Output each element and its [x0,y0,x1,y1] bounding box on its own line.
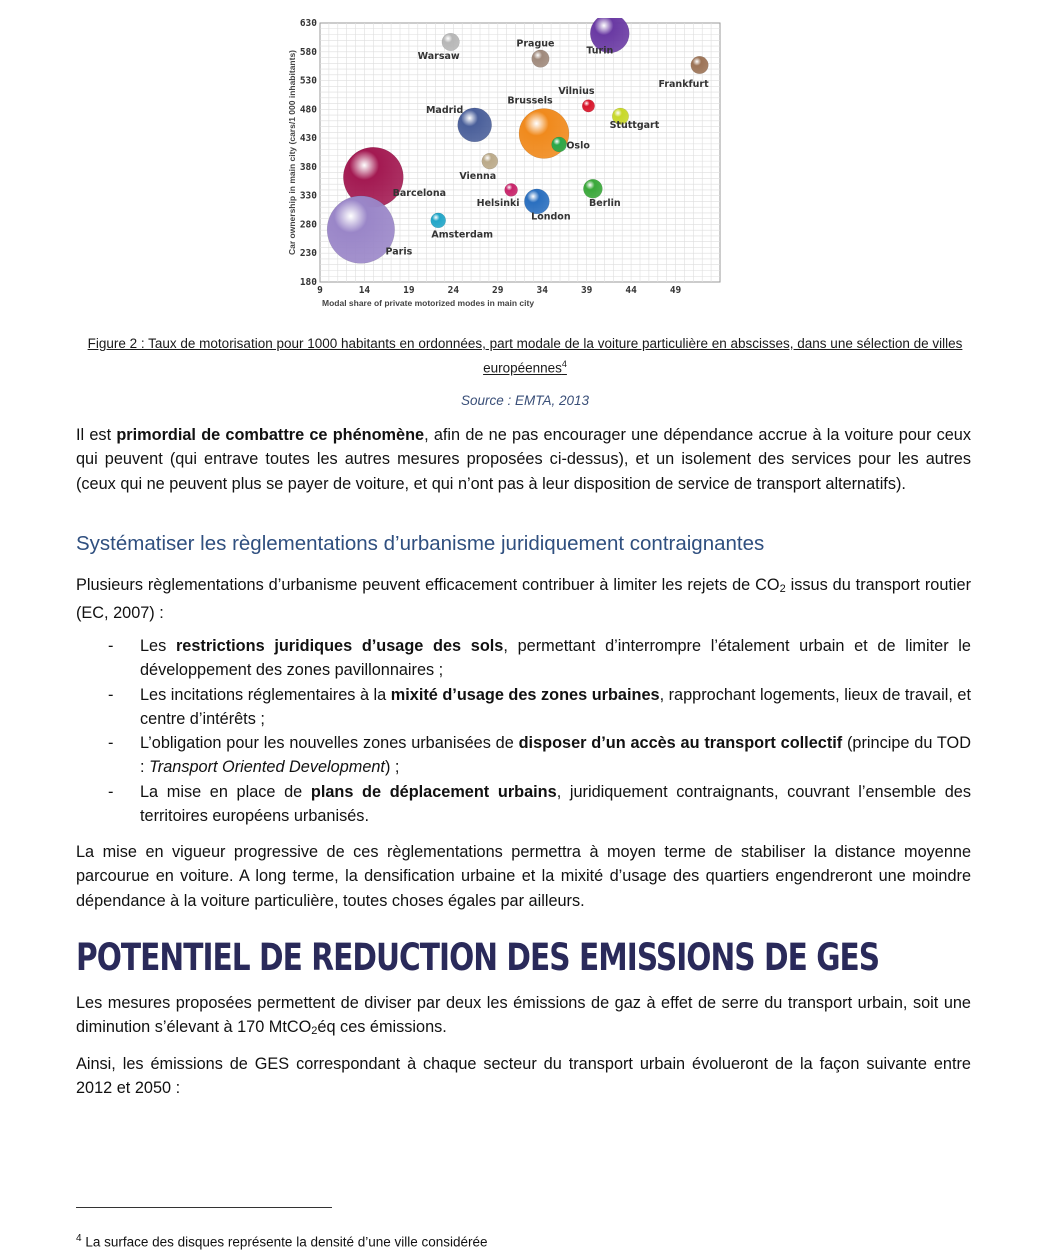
bubble-label: Warsaw [417,50,460,62]
section-subheading: Systématiser les règlementations d’urbanisme juridiquement contraignantes [76,532,765,555]
figure-caption-text: Figure 2 : Taux de motorisation pour 1000 habitants en ordonnées, part modale de la voiture particulière en abscisses, dans une sélection de villes européennes [87,336,963,376]
x-tick-label: 44 [625,285,637,296]
y-tick-label: 380 [299,161,317,173]
y-tick-label: 430 [299,133,317,145]
bullet-dash: - [108,782,114,801]
b2-text-a: Les incitations réglementaires à la [140,685,391,704]
section-heading: POTENTIEL DE REDUCTION DES EMISSIONS DE GES [76,936,880,979]
bubble-label: Paris [385,246,413,258]
b3-emphasis: disposer d’un accès au transport collectif [518,734,843,753]
p2-subscript: 2 [779,583,786,595]
bubble-label: London [531,211,571,223]
b2-text-c: , rapprochant logements, lieux de travail, et centre d’intérêts ; [140,685,971,728]
y-tick-label: 280 [299,219,317,231]
figure-caption [78,333,972,379]
bubble-chart-svg [285,18,725,320]
x-axis-label: Modal share of private motorized modes in main city [322,298,535,308]
x-tick-label: 49 [669,285,682,296]
x-tick-label: 39 [580,285,593,296]
bubble-label: Vilnius [558,85,595,97]
bubble-frankfurt [691,56,709,74]
bubble-label: Oslo [566,140,590,152]
b3-text-e: ) ; [384,758,400,777]
y-tick-label: 180 [299,277,317,288]
bubble-label: Madrid [425,104,464,116]
b3-text-a: L’obligation pour les nouvelles zones urbanisées de [140,734,519,753]
bubble-label: Barcelona [392,188,447,200]
bubble-label: Berlin [589,197,621,209]
p1-text-c: , afin de ne pas encourager une dépendance accrue à la voiture pour ceux qui peuvent (qui entrave toutes les autres mesures proposées ci-dessus), et un isolement des services pour les autres (ceux qui ne peuvent plus se payer de voiture, et qui n’ont pas à leur disposition de service de transport alternatifs). [76,426,971,493]
bubble-amsterdam [431,213,446,228]
figure-source: Source : EMTA, 2013 [460,393,590,408]
bubble-chart [285,18,725,320]
p4-text-a: Les mesures proposées permettent de diviser par deux les émissions de gaz à effet de serre du transport urbain, soit une diminution s’élevant à 170 MtCO [76,994,971,1037]
b2-emphasis: mixité d’usage des zones urbaines [390,685,660,704]
bubble-label: Helsinki [476,197,520,209]
footnote [76,1233,488,1250]
bubble-label: Stuttgart [609,120,660,132]
y-tick-label: 480 [299,104,317,116]
footnote-separator [76,1207,332,1208]
bullet-dash: - [108,637,114,655]
bubble-oslo [552,137,567,152]
x-tick-label: 19 [403,285,415,296]
bullet-dash: - [108,734,114,753]
b1-text-c: , permettant d’interrompre l’étalement urbain et de limiter le développement des zones pavillonnaires ; [140,637,971,680]
bubble-berlin [583,179,602,198]
y-tick-label: 530 [299,75,317,87]
bubble-label: Brussels [507,95,553,107]
x-tick-label: 9 [317,285,323,296]
b1-text-a: Les [140,637,176,655]
list-item [76,634,971,683]
p1-emphasis: primordial de combattre ce phénomène [116,426,425,444]
b4-emphasis: plans de déplacement urbains [310,782,557,801]
bubble-paris [327,196,395,264]
x-tick-label: 29 [492,285,504,296]
bubble-vienna [482,153,498,169]
paragraph-reduction [76,991,971,1044]
bubble-label: Amsterdam [431,229,494,241]
bubble-label: Frankfurt [658,79,709,91]
x-tick-label: 24 [447,285,460,296]
paragraph-evolution: Ainsi, les émissions de GES correspondant à chaque secteur du transport urbain évolueront de la façon suivante entre 2012 et 2050 : [76,1055,971,1098]
b4-text-c: , juridiquement contraignants, couvrant l’ensemble des territoires européens urbanisés. [140,782,971,826]
regulations-list [76,634,971,828]
bubble-prague [532,50,550,68]
y-tick-label: 230 [299,248,317,260]
b4-text-a: La mise en place de [140,782,311,801]
bubble-london [524,189,549,214]
bubble-helsinki [505,183,518,196]
y-tick-label: 330 [299,190,317,202]
x-tick-label: 14 [358,285,371,296]
bubble-warsaw [442,33,460,51]
paragraph-combat [76,423,971,496]
list-item [76,683,971,732]
p2-text-b: issus du transport routier (EC, 2007) : [76,576,971,623]
list-item [76,780,971,829]
bubble-vilnius [582,100,595,113]
footnote-number: 4 [76,1233,82,1244]
b3-text-c: (principe du TOD : [140,734,971,777]
p4-subscript: 2 [311,1025,318,1038]
y-axis-label: Car ownership in main city (cars/1 000 inhabitants) [287,49,297,256]
bubble-label: Prague [516,38,555,50]
b1-emphasis: restrictions juridiques d’usage des sols [175,637,504,655]
p2-text-a: Plusieurs règlementations d’urbanisme peuvent efficacement contribuer à limiter les rejets de CO [76,576,780,594]
p1-text-a: Il est [76,426,117,444]
x-tick-label: 34 [536,285,548,296]
bubble-label: Vienna [459,171,497,183]
bullet-dash: - [108,685,114,704]
bubble-label: Turin [586,45,614,57]
p4-text-b: éq ces émissions. [317,1018,447,1037]
paragraph-conclusion: La mise en vigueur progressive de ces règlementations permettra à moyen terme de stabiliser la distance moyenne parcourue en voiture. A long terme, la densification urbaine et la mixité d’usage des quartiers engendreront une moindre dépendance à la voiture particulière, toutes choses égales par ailleurs. [76,843,971,910]
list-item [76,731,971,780]
y-tick-label: 630 [299,18,317,29]
footnote-ref[interactable]: 4 [561,359,567,369]
y-tick-label: 580 [299,46,317,58]
b3-italic: Transport Oriented Development [149,758,385,777]
footnote-text: La surface des disques représente la densité d’une ville considérée [81,1234,488,1250]
paragraph-regulations-intro [76,573,971,626]
